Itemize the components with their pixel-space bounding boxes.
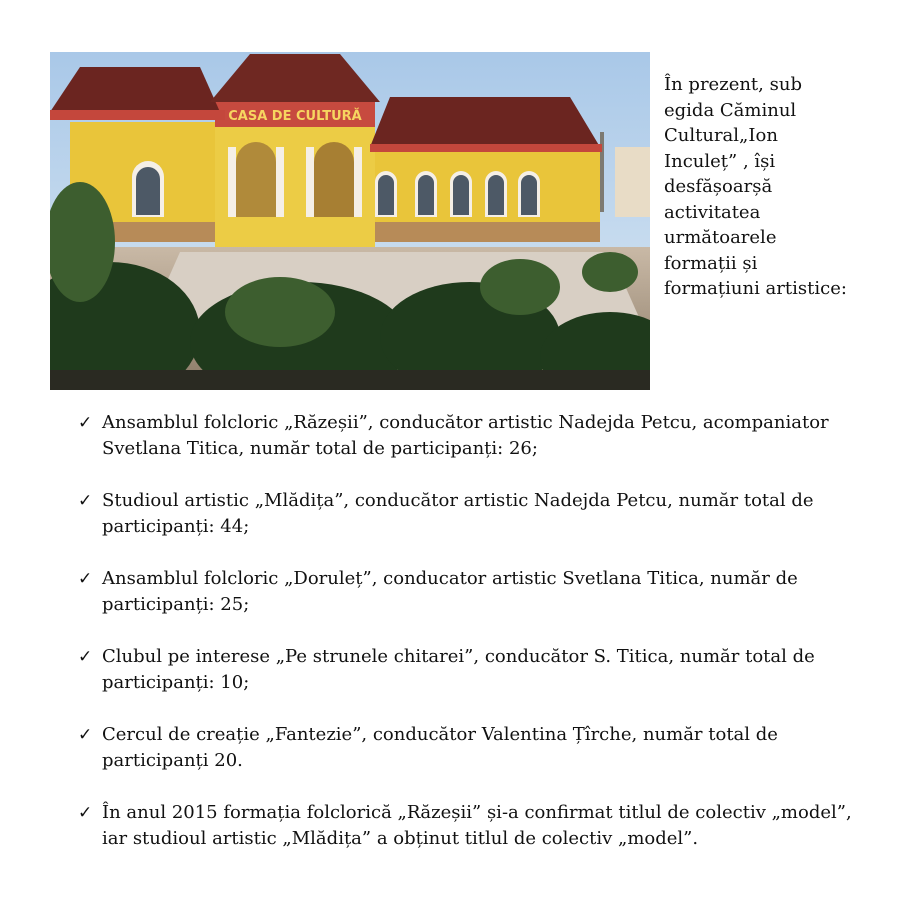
intro-paragraph: În prezent, sub egida Căminul Cultural„Ion Inculeț” , își desfășoarșă activitatea următoarele formații și formațiuni artistice: xyxy=(664,74,847,299)
list-item-text: Studioul artistic „Mlădița”, conducător artistic Nadejda Petcu, număr total de participanți: 44; xyxy=(102,490,814,537)
check-mark-icon: ✓ xyxy=(78,647,93,667)
culture-house-photo xyxy=(50,52,650,390)
ensemble-list xyxy=(78,410,878,878)
list-item xyxy=(78,488,878,540)
check-mark-icon: ✓ xyxy=(78,413,93,433)
list-item xyxy=(78,566,878,618)
list-item-text: Clubul pe interese „Pe strunele chitarei”, conducător S. Titica, număr total de participanți: 10; xyxy=(102,646,815,693)
check-mark-icon: ✓ xyxy=(78,569,93,589)
list-item xyxy=(78,644,878,696)
list-item-text: În anul 2015 formația folclorică „Răzeșii” și-a confirmat titlul de colectiv „model”, iar studioul artistic „Mlădița” a obținut titlul de colectiv „model”. xyxy=(102,802,852,849)
check-mark-icon: ✓ xyxy=(78,491,93,511)
list-item xyxy=(78,800,878,852)
building-sign: CASA DE CULTURĂ xyxy=(228,109,362,124)
list-item-text: Ansamblul folcloric „Răzeșii”, conducător artistic Nadejda Petcu, acompaniator Svetlana Titica, număr total de participanți: 26; xyxy=(102,412,829,459)
list-item xyxy=(78,410,878,462)
list-item-text: Cercul de creație „Fantezie”, conducător Valentina Țîrche, număr total de participanți 20. xyxy=(102,724,778,771)
list-item-text: Ansamblul folcloric „Doruleț”, conducator artistic Svetlana Titica, număr de participanți: 25; xyxy=(102,568,798,615)
check-mark-icon: ✓ xyxy=(78,803,93,823)
check-mark-icon: ✓ xyxy=(78,725,93,745)
list-item xyxy=(78,722,878,774)
